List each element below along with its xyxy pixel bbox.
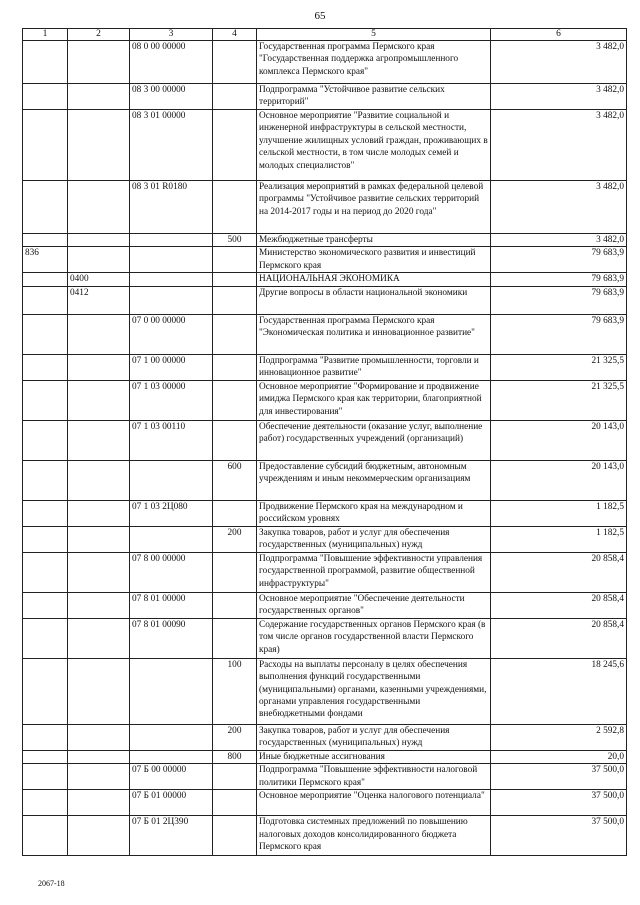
target-article-cell: 08 3 01 R0180 bbox=[130, 181, 213, 234]
expense-type-cell bbox=[213, 354, 257, 380]
item-name-cell: Расходы на выплаты персоналу в целях обеспечения выполнения функций государственными (муниципальными) органами, казенными учреждениями, органами управления государственными внебюджетными фондами bbox=[257, 658, 491, 724]
expense-type-cell bbox=[213, 314, 257, 354]
expense-type-cell bbox=[213, 286, 257, 314]
section-code-cell bbox=[23, 592, 68, 618]
amount-cell: 79 683,9 bbox=[491, 273, 627, 286]
expense-type-cell: 200 bbox=[213, 526, 257, 552]
subsection-code-cell bbox=[68, 247, 130, 273]
item-name-cell: Государственная программа Пермского края "Экономическая политика и инновационное развитие" bbox=[257, 314, 491, 354]
item-name-cell: Подготовка системных предложений по повышению налоговых доходов консолидированного бюджета Пермского края bbox=[257, 816, 491, 856]
item-name-cell: Реализация мероприятий в рамках федеральной целевой программы "Устойчивое развитие сельских территорий на 2014-2017 годы и на период до 2020 года" bbox=[257, 181, 491, 234]
amount-cell: 21 325,5 bbox=[491, 380, 627, 420]
target-article-cell: 07 1 00 00000 bbox=[130, 354, 213, 380]
table-row bbox=[23, 790, 627, 816]
table-row bbox=[23, 181, 627, 234]
section-code-cell bbox=[23, 552, 68, 592]
subsection-code-cell bbox=[68, 84, 130, 110]
table-row bbox=[23, 764, 627, 790]
amount-cell: 3 482,0 bbox=[491, 84, 627, 110]
section-code-cell bbox=[23, 750, 68, 763]
item-name-cell: Подпрограмма "Повышение эффективности налоговой политики Пермского края" bbox=[257, 764, 491, 790]
expense-type-cell bbox=[213, 790, 257, 816]
amount-cell: 3 482,0 bbox=[491, 181, 627, 234]
expense-type-cell bbox=[213, 552, 257, 592]
table-row bbox=[23, 41, 627, 84]
table-row bbox=[23, 552, 627, 592]
section-code-cell: 836 bbox=[23, 247, 68, 273]
budget-table bbox=[22, 28, 627, 856]
section-code-cell bbox=[23, 273, 68, 286]
item-name-cell: Государственная программа Пермского края "Государственная поддержка агропромышленного комплекса Пермского края" bbox=[257, 41, 491, 84]
section-code-cell bbox=[23, 618, 68, 658]
target-article-cell: 07 1 03 2Ц080 bbox=[130, 500, 213, 526]
item-name-cell: Основное мероприятие "Формирование и продвижение имиджа Пермского края как территории, благоприятной для инвестирования" bbox=[257, 380, 491, 420]
item-name-cell: Министерство экономического развития и инвестиций Пермского края bbox=[257, 247, 491, 273]
amount-cell: 20 143,0 bbox=[491, 420, 627, 460]
target-article-cell bbox=[130, 526, 213, 552]
table-row bbox=[23, 420, 627, 460]
target-article-cell bbox=[130, 273, 213, 286]
table-row bbox=[23, 750, 627, 763]
expense-type-cell bbox=[213, 181, 257, 234]
subsection-code-cell bbox=[68, 658, 130, 724]
item-name-cell: Предоставление субсидий бюджетным, автономным учреждениям и иным некоммерческим организациям bbox=[257, 460, 491, 500]
table-row bbox=[23, 234, 627, 247]
section-code-cell bbox=[23, 460, 68, 500]
amount-cell: 1 182,5 bbox=[491, 500, 627, 526]
table-row bbox=[23, 247, 627, 273]
section-code-cell bbox=[23, 110, 68, 181]
section-code-cell bbox=[23, 84, 68, 110]
header-row bbox=[23, 29, 627, 41]
header-cell-6: 6 bbox=[491, 29, 627, 41]
subsection-code-cell bbox=[68, 314, 130, 354]
amount-cell: 37 500,0 bbox=[491, 764, 627, 790]
target-article-cell: 07 8 00 00000 bbox=[130, 552, 213, 592]
target-article-cell: 08 3 00 00000 bbox=[130, 84, 213, 110]
table-row bbox=[23, 84, 627, 110]
expense-type-cell bbox=[213, 618, 257, 658]
item-name-cell: Подпрограмма "Развитие промышленности, торговли и инновационное развитие" bbox=[257, 354, 491, 380]
target-article-cell: 07 8 01 00000 bbox=[130, 592, 213, 618]
item-name-cell: Закупка товаров, работ и услуг для обеспечения государственных (муниципальных) нужд bbox=[257, 724, 491, 750]
section-code-cell bbox=[23, 41, 68, 84]
subsection-code-cell bbox=[68, 724, 130, 750]
amount-cell: 18 245,6 bbox=[491, 658, 627, 724]
item-name-cell: Основное мероприятие "Обеспечение деятельности государственных органов" bbox=[257, 592, 491, 618]
table-row bbox=[23, 286, 627, 314]
amount-cell: 79 683,9 bbox=[491, 247, 627, 273]
section-code-cell bbox=[23, 724, 68, 750]
target-article-cell: 08 3 01 00000 bbox=[130, 110, 213, 181]
subsection-code-cell bbox=[68, 500, 130, 526]
subsection-code-cell bbox=[68, 764, 130, 790]
section-code-cell bbox=[23, 181, 68, 234]
expense-type-cell bbox=[213, 247, 257, 273]
table-row bbox=[23, 273, 627, 286]
target-article-cell bbox=[130, 460, 213, 500]
expense-type-cell: 500 bbox=[213, 234, 257, 247]
item-name-cell: Обеспечение деятельности (оказание услуг, выполнение работ) государственных учреждений (организаций) bbox=[257, 420, 491, 460]
target-article-cell: 07 Б 00 00000 bbox=[130, 764, 213, 790]
amount-cell: 20 858,4 bbox=[491, 618, 627, 658]
table-row bbox=[23, 618, 627, 658]
item-name-cell: Подпрограмма "Повышение эффективности управления государственной программой, развитие общественной инфраструктуры" bbox=[257, 552, 491, 592]
amount-cell: 3 482,0 bbox=[491, 234, 627, 247]
section-code-cell bbox=[23, 234, 68, 247]
section-code-cell bbox=[23, 286, 68, 314]
item-name-cell: Иные бюджетные ассигнования bbox=[257, 750, 491, 763]
amount-cell: 20 143,0 bbox=[491, 460, 627, 500]
amount-cell: 2 592,8 bbox=[491, 724, 627, 750]
item-name-cell: Межбюджетные трансферты bbox=[257, 234, 491, 247]
section-code-cell bbox=[23, 764, 68, 790]
target-article-cell: 07 Б 01 00000 bbox=[130, 790, 213, 816]
expense-type-cell: 600 bbox=[213, 460, 257, 500]
subsection-code-cell bbox=[68, 750, 130, 763]
subsection-code-cell: 0412 bbox=[68, 286, 130, 314]
amount-cell: 79 683,9 bbox=[491, 314, 627, 354]
subsection-code-cell bbox=[68, 234, 130, 247]
section-code-cell bbox=[23, 500, 68, 526]
table-row bbox=[23, 724, 627, 750]
subsection-code-cell bbox=[68, 110, 130, 181]
table-row bbox=[23, 110, 627, 181]
item-name-cell: Основное мероприятие "Развитие социальной и инженерной инфраструктуры в сельской местности, улучшение жилищных условий граждан, проживающих в сельской местности, в том числе молодых семей и молодых специалистов" bbox=[257, 110, 491, 181]
item-name-cell: Основное мероприятие "Оценка налогового потенциала" bbox=[257, 790, 491, 816]
target-article-cell bbox=[130, 658, 213, 724]
subsection-code-cell bbox=[68, 420, 130, 460]
subsection-code-cell bbox=[68, 41, 130, 84]
target-article-cell bbox=[130, 286, 213, 314]
table-row bbox=[23, 592, 627, 618]
document-code: 2067-18 bbox=[38, 879, 65, 888]
header-cell-4: 4 bbox=[213, 29, 257, 41]
expense-type-cell: 200 bbox=[213, 724, 257, 750]
section-code-cell bbox=[23, 816, 68, 856]
amount-cell: 37 500,0 bbox=[491, 816, 627, 856]
section-code-cell bbox=[23, 380, 68, 420]
amount-cell: 21 325,5 bbox=[491, 354, 627, 380]
expense-type-cell bbox=[213, 84, 257, 110]
item-name-cell: Содержание государственных органов Пермского края (в том числе органов государственной власти Пермского края) bbox=[257, 618, 491, 658]
subsection-code-cell bbox=[68, 526, 130, 552]
expense-type-cell bbox=[213, 764, 257, 790]
target-article-cell bbox=[130, 234, 213, 247]
expense-type-cell: 800 bbox=[213, 750, 257, 763]
target-article-cell: 07 8 01 00090 bbox=[130, 618, 213, 658]
table-row bbox=[23, 526, 627, 552]
subsection-code-cell bbox=[68, 460, 130, 500]
amount-cell: 20 858,4 bbox=[491, 592, 627, 618]
section-code-cell bbox=[23, 354, 68, 380]
table-body bbox=[23, 41, 627, 856]
section-code-cell bbox=[23, 658, 68, 724]
subsection-code-cell bbox=[68, 592, 130, 618]
table-row bbox=[23, 380, 627, 420]
subsection-code-cell bbox=[68, 552, 130, 592]
item-name-cell: Другие вопросы в области национальной экономики bbox=[257, 286, 491, 314]
header-cell-2: 2 bbox=[68, 29, 130, 41]
item-name-cell: Закупка товаров, работ и услуг для обеспечения государственных (муниципальных) нужд bbox=[257, 526, 491, 552]
item-name-cell: Продвижение Пермского края на международном и российском уровнях bbox=[257, 500, 491, 526]
subsection-code-cell: 0400 bbox=[68, 273, 130, 286]
subsection-code-cell bbox=[68, 790, 130, 816]
amount-cell: 20,0 bbox=[491, 750, 627, 763]
amount-cell: 3 482,0 bbox=[491, 41, 627, 84]
table-row bbox=[23, 460, 627, 500]
target-article-cell: 07 Б 01 2Ц390 bbox=[130, 816, 213, 856]
page-number: 65 bbox=[314, 10, 326, 22]
expense-type-cell bbox=[213, 110, 257, 181]
amount-cell: 37 500,0 bbox=[491, 790, 627, 816]
target-article-cell bbox=[130, 724, 213, 750]
section-code-cell bbox=[23, 314, 68, 354]
expense-type-cell: 100 bbox=[213, 658, 257, 724]
expense-type-cell bbox=[213, 592, 257, 618]
amount-cell: 20 858,4 bbox=[491, 552, 627, 592]
table-row bbox=[23, 500, 627, 526]
section-code-cell bbox=[23, 420, 68, 460]
subsection-code-cell bbox=[68, 354, 130, 380]
expense-type-cell bbox=[213, 816, 257, 856]
target-article-cell: 07 1 03 00110 bbox=[130, 420, 213, 460]
item-name-cell: НАЦИОНАЛЬНАЯ ЭКОНОМИКА bbox=[257, 273, 491, 286]
section-code-cell bbox=[23, 526, 68, 552]
subsection-code-cell bbox=[68, 181, 130, 234]
target-article-cell: 07 0 00 00000 bbox=[130, 314, 213, 354]
expense-type-cell bbox=[213, 380, 257, 420]
table-row bbox=[23, 354, 627, 380]
target-article-cell bbox=[130, 750, 213, 763]
header-cell-5: 5 bbox=[257, 29, 491, 41]
target-article-cell bbox=[130, 247, 213, 273]
amount-cell: 3 482,0 bbox=[491, 110, 627, 181]
section-code-cell bbox=[23, 790, 68, 816]
subsection-code-cell bbox=[68, 380, 130, 420]
expense-type-cell bbox=[213, 420, 257, 460]
amount-cell: 79 683,9 bbox=[491, 286, 627, 314]
subsection-code-cell bbox=[68, 618, 130, 658]
target-article-cell: 08 0 00 00000 bbox=[130, 41, 213, 84]
table-row bbox=[23, 658, 627, 724]
expense-type-cell bbox=[213, 500, 257, 526]
item-name-cell: Подпрограмма "Устойчивое развитие сельских территорий" bbox=[257, 84, 491, 110]
header-cell-1: 1 bbox=[23, 29, 68, 41]
table-row bbox=[23, 816, 627, 856]
table-row bbox=[23, 314, 627, 354]
expense-type-cell bbox=[213, 273, 257, 286]
subsection-code-cell bbox=[68, 816, 130, 856]
amount-cell: 1 182,5 bbox=[491, 526, 627, 552]
target-article-cell: 07 1 03 00000 bbox=[130, 380, 213, 420]
expense-type-cell bbox=[213, 41, 257, 84]
header-cell-3: 3 bbox=[130, 29, 213, 41]
